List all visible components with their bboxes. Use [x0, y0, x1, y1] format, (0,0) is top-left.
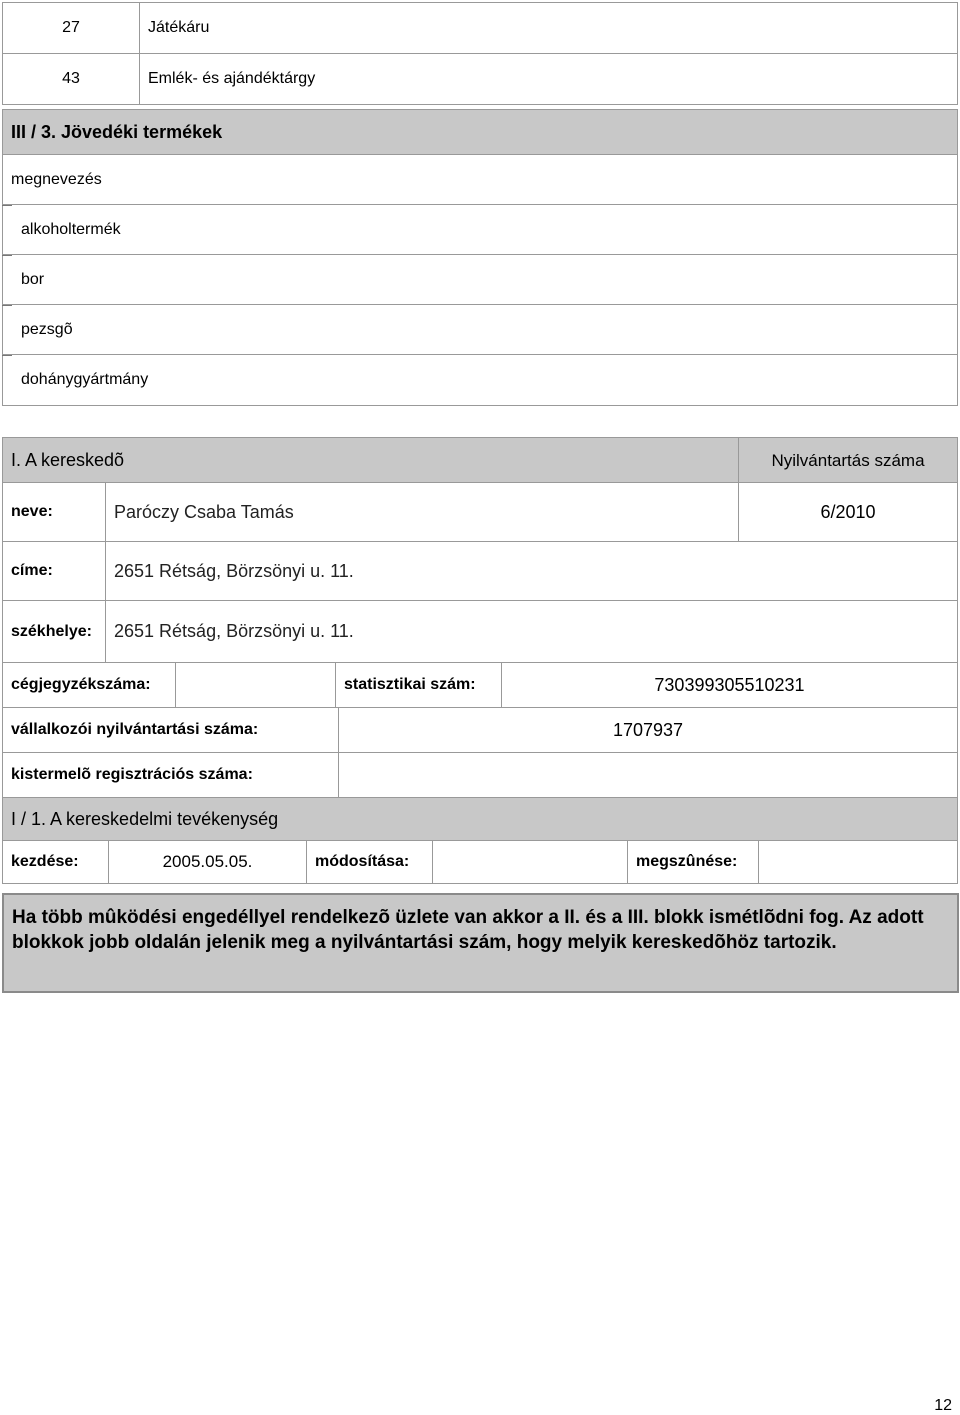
excise-item: alkoholtermék	[2, 204, 958, 255]
trader-seat-value: 2651 Rétság, Börzsönyi u. 11.	[105, 600, 958, 663]
product-name-cell	[139, 2, 958, 54]
entrepreneur-reg-value: 1707937	[338, 707, 958, 753]
excise-item: pezsgõ	[2, 304, 958, 355]
farmer-reg-value	[338, 752, 958, 798]
page-number: 12	[934, 1397, 952, 1414]
trader-address-label: címe:	[2, 541, 106, 601]
excise-item: dohánygyártmány	[2, 354, 958, 406]
statistical-number-value: 730399305510231	[501, 662, 958, 708]
activity-end-label: megszûnése:	[627, 840, 759, 884]
product-name: Emlék- és ajándéktárgy	[148, 70, 316, 87]
activity-start-value: 2005.05.05.	[108, 840, 307, 884]
activity-modified-value	[432, 840, 628, 884]
row-marker	[2, 205, 12, 206]
excise-item: bor	[2, 254, 958, 305]
excise-section-heading: III / 3. Jövedéki termékek	[2, 109, 958, 155]
row-marker	[2, 305, 12, 306]
company-reg-value	[175, 662, 336, 708]
repeat-blocks-notice: Ha több mûködési engedéllyel rendelkezõ üzlete van akkor a II. és a III. blokk ismétlõdni fog. Az adott blokkok jobb oldalán jelenik meg a nyilvántartási szám, hogy melyik kereskedõhöz tartozik.	[2, 893, 959, 993]
activity-section-heading: I / 1. A kereskedelmi tevékenység	[2, 797, 958, 841]
registration-number-header: Nyilvántartás száma	[738, 437, 958, 483]
activity-modified-label: módosítása:	[306, 840, 433, 884]
activity-start-label: kezdése:	[2, 840, 109, 884]
trader-address-value: 2651 Rétság, Börzsönyi u. 11.	[105, 541, 958, 601]
row-marker	[2, 355, 12, 356]
farmer-reg-label: kistermelõ regisztrációs száma:	[2, 752, 339, 798]
entrepreneur-reg-label: vállalkozói nyilvántartási száma:	[2, 707, 339, 753]
product-code: 43	[62, 70, 80, 87]
product-code-cell	[2, 53, 140, 105]
product-code-cell	[2, 2, 140, 54]
registration-number-value: 6/2010	[738, 482, 958, 542]
trader-name-value: Paróczy Csaba Tamás	[105, 482, 739, 542]
trader-name-label: neve:	[2, 482, 106, 542]
company-reg-label: cégjegyzékszáma:	[2, 662, 176, 708]
trader-section-heading: I. A kereskedõ	[2, 437, 739, 483]
product-name: Játékáru	[148, 19, 210, 36]
activity-end-value	[758, 840, 958, 884]
excise-column-label: megnevezés	[2, 154, 958, 205]
trader-seat-label: székhelye:	[2, 600, 106, 663]
row-marker	[2, 255, 12, 256]
product-name-cell	[139, 53, 958, 105]
statistical-number-label: statisztikai szám:	[335, 662, 502, 708]
product-code: 27	[62, 19, 80, 36]
